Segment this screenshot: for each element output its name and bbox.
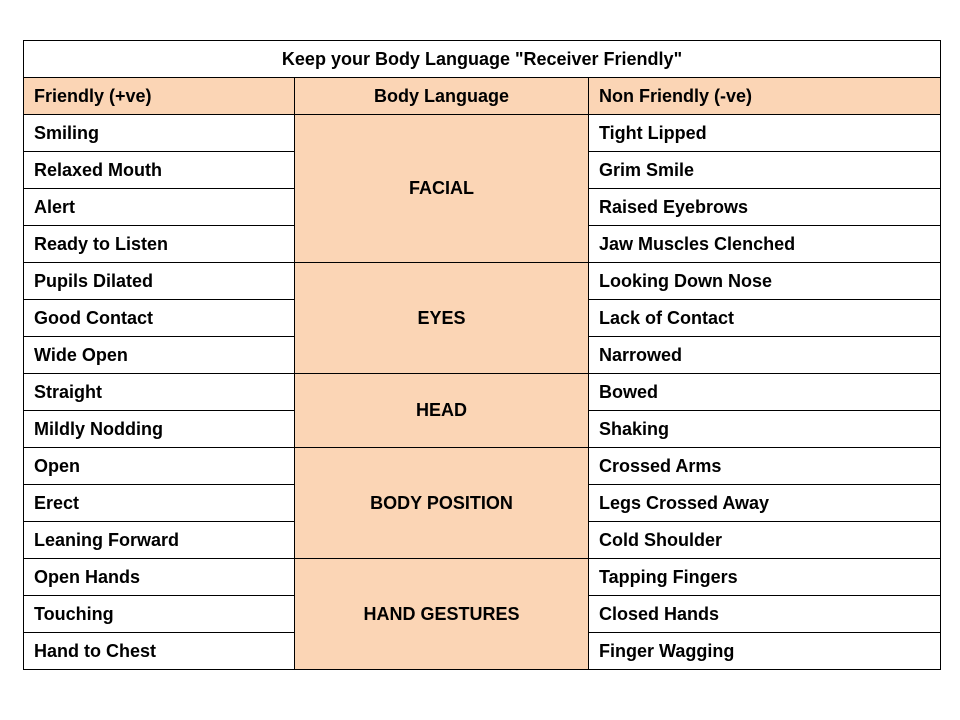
- friendly-cell: Touching: [24, 596, 295, 633]
- category-cell: HEAD: [295, 374, 589, 448]
- non-friendly-cell: Bowed: [589, 374, 941, 411]
- non-friendly-cell: Tight Lipped: [589, 115, 941, 152]
- non-friendly-cell: Finger Wagging: [589, 633, 941, 670]
- friendly-cell: Hand to Chest: [24, 633, 295, 670]
- friendly-cell: Wide Open: [24, 337, 295, 374]
- table-title: Keep your Body Language "Receiver Friendly": [24, 41, 941, 78]
- friendly-cell: Smiling: [24, 115, 295, 152]
- non-friendly-cell: Raised Eyebrows: [589, 189, 941, 226]
- non-friendly-cell: Shaking: [589, 411, 941, 448]
- friendly-cell: Ready to Listen: [24, 226, 295, 263]
- friendly-cell: Mildly Nodding: [24, 411, 295, 448]
- body-language-table-container: [23, 40, 940, 670]
- non-friendly-cell: Legs Crossed Away: [589, 485, 941, 522]
- header-friendly: Friendly (+ve): [24, 78, 295, 115]
- friendly-cell: Straight: [24, 374, 295, 411]
- table-row: [24, 374, 941, 411]
- table-row: [24, 115, 941, 152]
- category-cell: BODY POSITION: [295, 448, 589, 559]
- body-language-table: [23, 40, 941, 670]
- title-row: [24, 41, 941, 78]
- non-friendly-cell: Tapping Fingers: [589, 559, 941, 596]
- non-friendly-cell: Crossed Arms: [589, 448, 941, 485]
- category-cell: FACIAL: [295, 115, 589, 263]
- header-non-friendly: Non Friendly (-ve): [589, 78, 941, 115]
- friendly-cell: Good Contact: [24, 300, 295, 337]
- non-friendly-cell: Closed Hands: [589, 596, 941, 633]
- non-friendly-cell: Looking Down Nose: [589, 263, 941, 300]
- non-friendly-cell: Narrowed: [589, 337, 941, 374]
- friendly-cell: Open: [24, 448, 295, 485]
- table-row: [24, 263, 941, 300]
- friendly-cell: Alert: [24, 189, 295, 226]
- category-cell: HAND GESTURES: [295, 559, 589, 670]
- category-cell: EYES: [295, 263, 589, 374]
- table-row: [24, 559, 941, 596]
- non-friendly-cell: Jaw Muscles Clenched: [589, 226, 941, 263]
- friendly-cell: Open Hands: [24, 559, 295, 596]
- non-friendly-cell: Lack of Contact: [589, 300, 941, 337]
- non-friendly-cell: Cold Shoulder: [589, 522, 941, 559]
- friendly-cell: Pupils Dilated: [24, 263, 295, 300]
- non-friendly-cell: Grim Smile: [589, 152, 941, 189]
- friendly-cell: Leaning Forward: [24, 522, 295, 559]
- table-row: [24, 448, 941, 485]
- header-row: [24, 78, 941, 115]
- friendly-cell: Erect: [24, 485, 295, 522]
- table-body: [24, 41, 941, 670]
- header-body-language: Body Language: [295, 78, 589, 115]
- friendly-cell: Relaxed Mouth: [24, 152, 295, 189]
